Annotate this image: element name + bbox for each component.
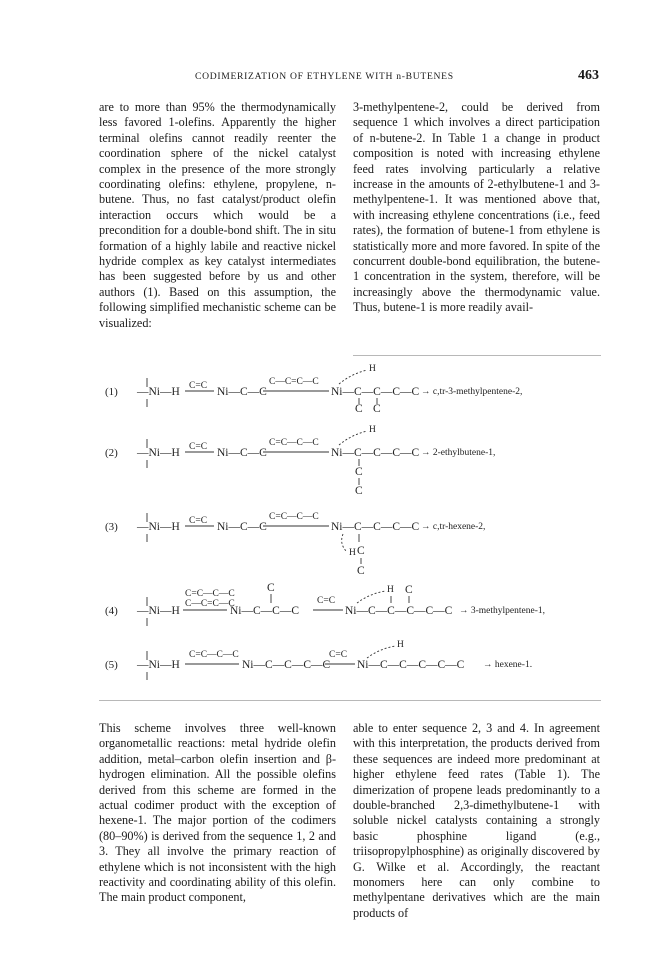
scheme-label: (4) — [105, 605, 118, 617]
body-column-right-bottom — [353, 721, 600, 921]
hydrogen-atom: H — [387, 585, 394, 595]
scheme-3 — [105, 512, 485, 577]
branch-carbon: C — [267, 582, 275, 594]
reagent-label: C=C — [189, 381, 208, 391]
scheme-5 — [105, 640, 532, 680]
scheme-product: → c,tr-3-methylpentene-2, — [421, 387, 523, 397]
scheme-4 — [105, 582, 545, 626]
mechanistic-scheme — [99, 360, 609, 695]
branch-carbon: C — [355, 466, 363, 478]
paragraph: are to more than 95% the thermodynamically less favored 1-olefins. Apparently the higher terminal olefins cannot readily reenter the coordination sphere of the nickel catalyst complex in the presence of the more strongly coordinating olefins: ethylene, propylene, n-butene. Thus, no fast catalyst/product olefin interaction occurs which would be a precondition for a double-bond shift. The in situ formation of a highly labile and reactive nickel hydride complex as key catalyst intermediates has been suggested before by us and other authors (1). Based on this assumption, the following simplified mechanistic scheme can be visualized: — [99, 100, 336, 330]
hydrogen-atom: H — [397, 640, 404, 650]
scheme-top-rule — [353, 355, 601, 356]
reagent-label: C=C—C—C — [269, 438, 319, 448]
body-column-right-top — [353, 100, 600, 316]
hydride-transfer-arrow — [357, 591, 385, 603]
scheme-product: → c,tr-hexene-2, — [421, 522, 486, 532]
hydrogen-atom: H — [369, 364, 376, 374]
page-number: 463 — [578, 68, 599, 83]
scheme-label: (2) — [105, 447, 118, 459]
scheme-start: —Ni—H — [137, 605, 180, 617]
branch-carbon: C — [355, 485, 363, 497]
paragraph: This scheme involves three well-known organometallic reactions: metal hydride olefin addition, metal–carbon olefin insertion and β-hydrogen elimination. All the possible olefins derived from this scheme are formed in the actual codimer product with the exception of hexene-1. The major portion of the codimers (80–90%) is derived from the sequence 1, 2 and 3. They all involve the primary reaction of ethylene which is not inconsistent with the high reactivity and coordinating ability of this olefin. The main product component, — [99, 721, 336, 905]
hydride-transfer-arrow — [339, 370, 367, 384]
scheme-end: Ni—C—C—C—C — [331, 386, 420, 398]
scheme-bottom-rule — [99, 700, 601, 701]
scheme-start: —Ni—H — [137, 521, 180, 533]
scheme-product: → hexene-1. — [483, 660, 533, 670]
running-title: CODIMERIZATION OF ETHYLENE WITH n-BUTENES — [195, 71, 454, 82]
scheme-start: —Ni—H — [137, 659, 180, 671]
reagent-label: C=C — [189, 442, 208, 452]
scheme-start: —Ni—H — [137, 447, 180, 459]
reagent-label: C=C — [189, 516, 208, 526]
scheme-end: Ni—C—C—C—C—C — [357, 659, 465, 671]
reagent-label: C=C — [329, 650, 348, 660]
scheme-1 — [105, 364, 522, 415]
paragraph: able to enter sequence 2, 3 and 4. In agreement with this interpretation, the products derived from these sequences are indeed more predominant at higher ethylene feed rates (Table 1). The dimerization of propene leads predominantly to a double-branched 2,3-dimethylbutene-1 with soluble nickel catalysts containing a strongly basic phosphine ligand (e.g., triisopropylphosphine) as originally discovered by G. Wilke et al. Accordingly, the reactant monomers here can only combine to methylpentane derivatives which are the main products of — [353, 721, 600, 920]
reagent-label: C=C — [317, 596, 336, 606]
scheme-end: Ni—C—C—C—C—C — [345, 605, 453, 617]
scheme-start: —Ni—H — [137, 386, 180, 398]
hydrogen-atom: H — [349, 548, 356, 558]
reagent-label: C=C—C—C — [269, 512, 319, 522]
branch-carbon: C — [373, 403, 381, 415]
scheme-label: (3) — [105, 521, 118, 533]
scheme-end: Ni—C—C—C—C — [331, 521, 420, 533]
scheme-2 — [105, 425, 495, 497]
intermediate: Ni—C—C — [217, 386, 267, 398]
intermediate: Ni—C—C — [217, 447, 267, 459]
hydride-transfer-arrow — [339, 431, 367, 445]
branch-carbon: C — [355, 403, 363, 415]
hydrogen-atom: H — [369, 425, 376, 435]
page-header — [99, 68, 599, 87]
hydride-transfer-arrow — [342, 534, 347, 552]
body-column-left-top — [99, 100, 336, 331]
body-column-left-bottom — [99, 721, 336, 906]
hydride-transfer-arrow — [367, 646, 395, 658]
intermediate: Ni—C—C—C — [230, 605, 300, 617]
reagent-label: C=C—C—C — [189, 650, 239, 660]
scheme-product: → 2-ethylbutene-1, — [421, 448, 496, 458]
branch-carbon: C — [357, 545, 365, 557]
paragraph: 3-methylpentene-2, could be derived from sequence 1 which involves a direct participation of n-butene-2. In Table 1 a change in product composition is noted with increasing ethylene feed rates involving particularly a relative increase in the amounts of 2-ethylbutene-1 and 3-methylpentene-1. It was mentioned above that, with increasing ethylene concentrations (i.e., feed rates), the formation of butene-1 from ethylene is statistically more and more favored. In spite of the concurrent double-bond equilibration, the butene-1 concentration in the system, therefore, will be increasingly above the thermodynamic value. Thus, butene-1 is more readily avail- — [353, 100, 600, 315]
scheme-label: (1) — [105, 386, 118, 398]
intermediate: Ni—C—C — [217, 521, 267, 533]
branch-carbon: C — [357, 565, 365, 577]
intermediate: Ni—C—C—C—C — [242, 659, 331, 671]
scheme-product: → 3-methylpentene-1, — [459, 606, 546, 616]
reagent-label: C—C=C—C — [185, 599, 235, 609]
scheme-label: (5) — [105, 659, 118, 671]
reagent-label: C=C—C—C — [185, 589, 235, 599]
branch-carbon: C — [405, 584, 413, 596]
scheme-end: Ni—C—C—C—C — [331, 447, 420, 459]
reagent-label: C—C=C—C — [269, 377, 319, 387]
